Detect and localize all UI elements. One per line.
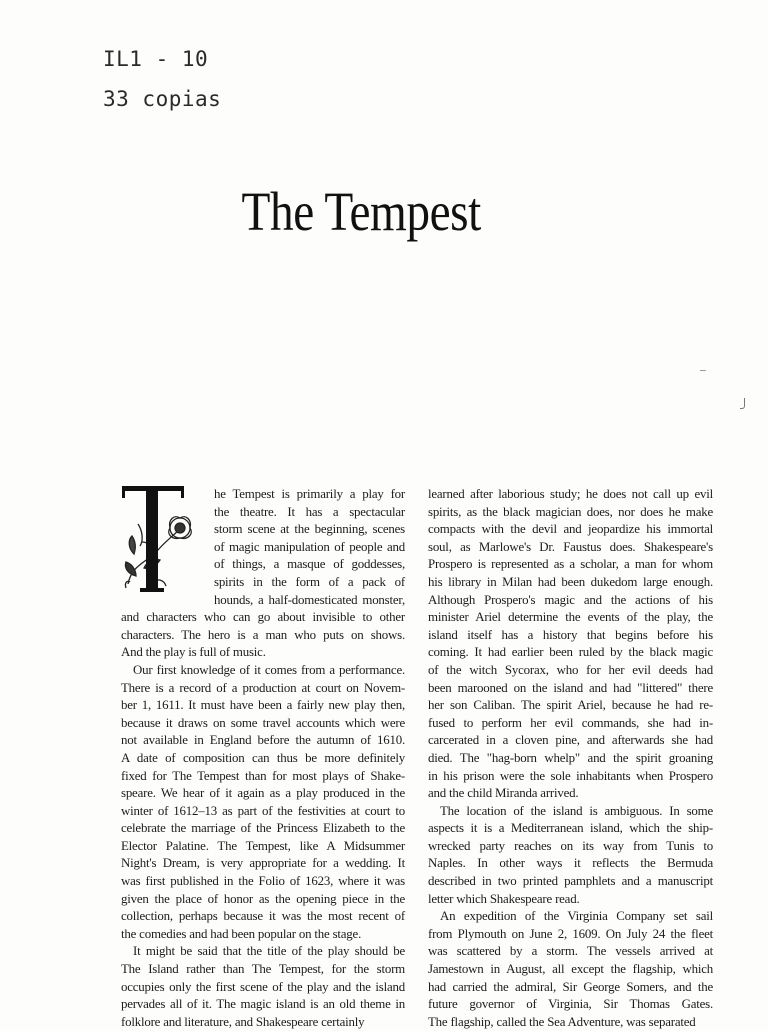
text-line: his library in Milan had been dukedom large enough. (428, 574, 713, 589)
text-line: been marooned on the island and had "littered" there (428, 680, 713, 695)
text-line: collection, perhaps because it was the most recent of (121, 909, 405, 924)
text-line: Our first knowledge of it comes from a performance. (133, 662, 405, 677)
text-line: The Island rather than The Tempest, for the storm (121, 962, 405, 977)
text-line: fixed for The Tempest than for most plays of Shake- (121, 768, 405, 783)
text-line: The location of the island is ambiguous. In some (440, 803, 713, 818)
scan-mark-small (700, 370, 706, 373)
text-line: and characters who can go about invisible to other (121, 610, 405, 625)
text-line: her son Caliban. The spirit Ariel, because he had re- (428, 698, 713, 713)
text-line: learned after laborious study; he does not call up evil (428, 487, 713, 501)
text-line: from Plymouth on June 2, 1609. On July 24 the fleet (428, 926, 713, 941)
text-line: of magic manipulation of people and (214, 539, 405, 554)
text-line: spirits in the form of a pack of (214, 574, 405, 589)
text-column-left (121, 486, 405, 1031)
text-line: occupies only the first scene of the play and the island (121, 979, 405, 994)
text-line: of things, a masque of goddesses, (214, 557, 405, 572)
text-line: died. The "hag-born whelp" and the spirit groaning (428, 750, 713, 765)
text-line: Night's Dream, is very appropriate for a wedding. It (121, 856, 405, 871)
text-column-right (428, 486, 713, 1031)
text-line: island itself has a history that begins before his (428, 627, 713, 642)
text-line: celebrate the marriage of the Princess Elizabeth to the (121, 821, 405, 836)
text-line: storm scene at the beginning, scenes (214, 522, 405, 537)
text-line: And the play is full of music. (121, 645, 266, 660)
text-line: An expedition of the Virginia Company set sail (440, 909, 713, 924)
text-line: Naples. In other ways it reflects the Bermuda (428, 856, 713, 871)
text-line: had carried the admiral, Sir George Somers, and the (428, 979, 713, 994)
copies-count: 33 copias (103, 87, 222, 111)
text-line: fused to perform her evil commands, she had in- (428, 715, 713, 730)
text-line: winter of 1612–13 as part of the festivities at court to (121, 803, 405, 818)
text-line: and the child Miranda arrived. (428, 786, 579, 801)
text-line: was scattered by a storm. The vessels arrived at (428, 944, 713, 959)
text-line: of the witch Sycorax, who for her evil deeds had (428, 662, 713, 677)
text-line: described in two printed pamphlets and a manuscript (428, 874, 713, 889)
text-line: It might be said that the title of the play should be (133, 944, 405, 959)
text-line: given the place of honor as the opening piece in the (121, 891, 405, 906)
text-line: hounds, a half-domesticated monster, (214, 592, 405, 607)
text-line: Elector Palatine. The Tempest, like A Midsummer (121, 838, 405, 853)
text-line: the theatre. It has a spectacular (214, 504, 405, 519)
text-line: spirits, as the black magician does, nor does he make (428, 504, 713, 519)
text-line: folklore and literature, and Shakespeare certainly (121, 1014, 365, 1029)
text-line: future governor of Virginia, Sir Thomas Gates. (428, 997, 713, 1012)
text-line: wrecked party reaches on its way from Tunis to (428, 838, 713, 853)
text-line: There is a record of a production at court on Novem- (121, 680, 405, 695)
text-line: ber 1, 1611. It must have been a fairly new play then, (121, 698, 405, 713)
text-line: soul, as Marlowe's Dr. Faustus does. Shakespeare's (428, 539, 713, 554)
text-line: The flagship, called the Sea Adventure, was separated (428, 1014, 696, 1029)
text-line: pervades all of it. The magic island is an old theme in (121, 997, 405, 1012)
text-line: compacts with the devil and jeopardize his immortal (428, 522, 713, 537)
text-line: not available in England before the autumn of 1610. (121, 733, 405, 748)
text-line: A date of composition can thus be more definitely (121, 750, 405, 765)
text-line: aspects it is a Mediterranean island, which the ship- (428, 821, 713, 836)
text-line: in his prison were the sole inhabitants when Prospero (428, 768, 713, 783)
document-code: IL1 - 10 (103, 47, 209, 71)
text-line: Although Prospero's magic and the actions of his (428, 592, 713, 607)
scan-mark (740, 398, 745, 409)
page-title: The Tempest (241, 181, 481, 242)
text-line: minister Ariel determine the events of the play, the (428, 610, 713, 625)
text-line: was first published in the Folio of 1623, where it was (121, 874, 405, 889)
text-line: he Tempest is primarily a play for (214, 487, 405, 501)
text-line: carcerated in a cloven pine, and afterwards she had (428, 733, 713, 748)
text-line: the comedies and had been popular on the stage. (121, 926, 362, 941)
text-line: Prospero is represented as a scholar, a man for whom (428, 557, 713, 572)
text-line: Jamestown in August, all except the flagship, which (428, 962, 713, 977)
drop-cap-letter: T (118, 484, 119, 485)
text-line: speare. We hear of it again as a play produced in the (121, 786, 405, 801)
text-line: because it draws on some travel accounts which were (121, 715, 405, 730)
text-line: coming. It had earlier been ruled by the black magic (428, 645, 713, 660)
text-line: letter which Shakespeare read. (428, 891, 580, 906)
text-line: characters. The hero is a man who puts on shows. (121, 627, 405, 642)
